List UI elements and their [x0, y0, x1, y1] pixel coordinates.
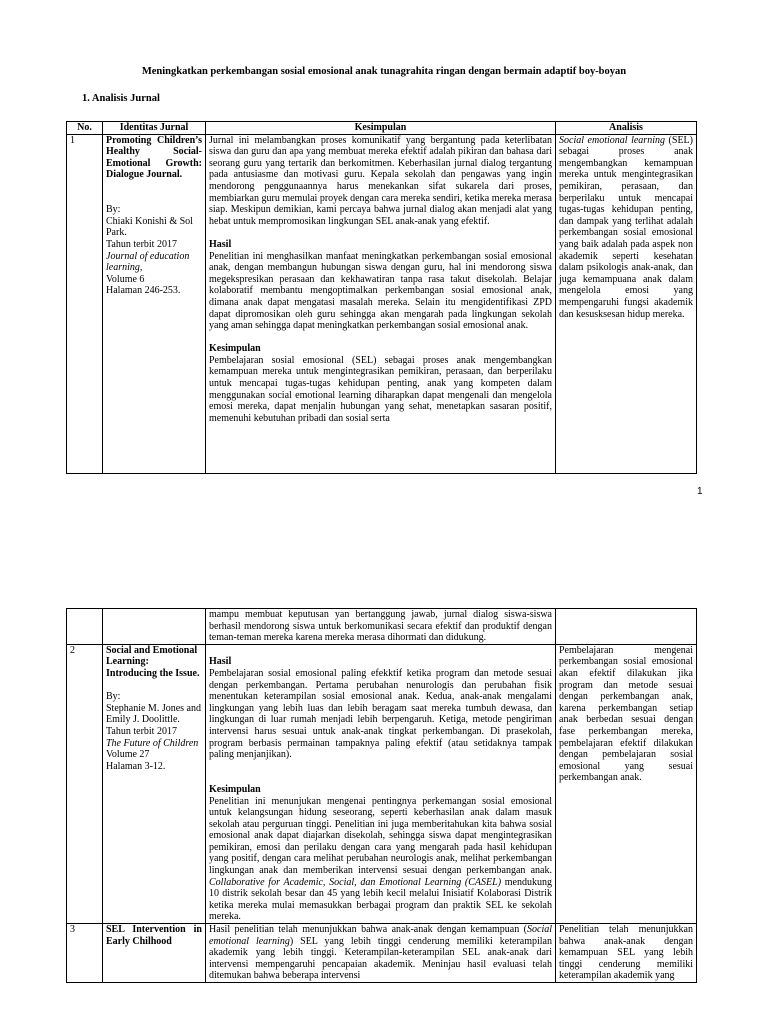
table-header-row	[67, 122, 697, 135]
header-no: No.	[67, 122, 103, 135]
page-number: 1	[697, 486, 703, 497]
journal-year: Tahun terbit 2017	[106, 238, 177, 250]
header-analysis: Analisis	[556, 122, 697, 135]
conclusion-text: Hasil penelitian telah menunjukkan bahwa anak-anak dengan kemampuan (Social emotional learning) SEL yang lebih tinggi cenderung memiliki keterampilan akademik yang lebih tinggi. Keterampilan-keterampilan SEL anak-anak dari intervensi mempengaruhi pencapaian akademik. Meninjau hasil evaluasi telah ditemukan bahwa beberapa intervensi	[209, 924, 552, 982]
continuation-text: mampu membuat keputusan yan bertanggung jawab, jurnal dialog siswa-siswa berhasil mendorong siswa untuk berkomunikasi secara efektif dan produktif dengan teman-teman mereka karena mereka merasa dihormati dan didukung.	[206, 609, 556, 645]
journal-identity	[103, 924, 206, 983]
analysis-cell	[556, 924, 697, 983]
journal-identity	[103, 644, 206, 923]
analysis-text: Social emotional learning (SEL) sebagai proses anak mengembangkan kemampuan mereka untuk mengintegrasikan pemikiran, perasaan, dan berperilaku untuk mencapai tugas-tugas kehidupan penting, dan dampak yang terlihat adalah perkembangan sosial emosional yang baik adalah pada aspek non akademik seperti kesehatan dalam psikologis anak-anak, dan juga kemampuana anak dalam mengelola emosi yang mempengaruhi fungsi akademik dan kesusksesan hidup mereka.	[559, 134, 693, 320]
journal-title: Social and Emotional Learning: Introducing the Issue.	[106, 644, 200, 679]
table-row	[67, 134, 697, 473]
kesimpulan-heading: Kesimpulan	[209, 343, 261, 355]
document-title: Meningkatkan perkembangan sosial emosional anak tunagrahita ringan dengan bermain adaptif boy-boyan	[141, 66, 627, 77]
analysis-cell	[556, 644, 697, 923]
kesimpulan-text: Pembelajaran sosial emosional (SEL) sebagai proses anak mengembangkan kemampuan mereka untuk mengintegrasikan pemikiran, perasaan, dan berperilaku untuk mencapai tugas-tugas kehidupan penting, anak yang kompeten dalam menggunakan social emotional learning diharapkan dapat mengenali dan mengelola emosi mereka, dapat menjalin hubungan yang sehat, menetapkan sasaran positif, memenuhi kebutuhan pribadi dan sosial serta	[209, 354, 552, 424]
journal-volume: Volume 27	[106, 749, 150, 761]
conclusion-cell	[206, 134, 556, 473]
journal-pages: Halaman 3-12.	[106, 760, 166, 772]
journal-table-page-1	[66, 121, 697, 474]
row-number: 2	[67, 644, 103, 923]
table-row	[67, 924, 697, 983]
kesimpulan-text: Penelitian ini menunjukan mengenai pentingnya perkemangan sosial emosional untuk kelangsungan hidung seseorang, seperti keberhasilan anak dalam masuk sekolah atau perguruan tinggi. Penelitian ini juga memberitahukan kita bahwa sosial emosional anak dapat diajarkan disekolah, sehingga siswa dapat mengintegrasikan pemikiran, emosi dan perilaku dengan cara yang mengarah pada hasil kehidupan yang positif, dengan cara melihat perubahan neurologis anak, melihat perkembangan lingkungan anak dan memberikan intervensi sesuai dengan perkembangan anak. Collaborative for Academic, Social, dan Emotional Learning (CASEL) mendukung 10 distrik sekolah besar dan 45 yang lebih kecil melalui Inisiatif Kolaborasi Distrik ketika mereka mulai memasukkan berbagai program dan praktik SEL ke sekolah mereka.	[209, 795, 552, 923]
journal-name: Journal of education learning,	[106, 250, 190, 274]
row-number: 1	[67, 134, 103, 473]
journal-authors: Stephanie M. Jones and Emily J. Doolittle.	[106, 702, 201, 726]
journal-by: By:	[106, 691, 121, 703]
conclusion-cell	[206, 924, 556, 983]
kesimpulan-heading: Kesimpulan	[209, 783, 261, 795]
journal-authors: Chiaki Konishi & Sol Park.	[106, 215, 193, 239]
header-conclusion: Kesimpulan	[206, 122, 556, 135]
journal-name: The Future of Children	[106, 737, 199, 749]
table-row	[67, 609, 697, 645]
journal-title: Promoting Children’s Healthy Social-Emotional Growth: Dialogue Journal.	[106, 134, 202, 181]
casel-italic: Collaborative for Academic, Social, dan Emotional Learning (CASEL)	[209, 876, 502, 888]
journal-year: Tahun terbit 2017	[106, 725, 177, 737]
analysis-text: Pembelajaran mengenai perkembangan sosial emosional akan efektif dilakukan jika program dan metode sesuai dengan perkembangan anak, karena perkembangan setiap anak berbedan sesuai dengan fase perkembangan mereka, pembelajaran efektif dilakukan dengan pembelajaran sosial emosional yang sesuai perkembangan anak.	[559, 644, 693, 784]
sel-italic: Social emotional learning	[209, 924, 552, 947]
journal-table-page-2	[66, 608, 697, 983]
header-identity: Identitas Jurnal	[103, 122, 206, 135]
section-heading: 1. Analisis Jurnal	[82, 93, 160, 104]
hasil-heading: Hasil	[209, 238, 232, 250]
conclusion-intro: Jurnal ini melambangkan proses komunikatif yang bergantung pada keterlibatan siswa dan guru dan apa yang membuat mereka efektif adalah pikiran dan bahasa dari seorang guru yang tertarik dan berkomitmen. Keberhasilan jurnal dialog tergantung pada antusiasme dan motivasi guru. Kepala sekolah dan pengawas yang ingin mendorong penggunaannya harus menekankan sifat sukarela dari proses, membiarkan guru memulai proyek dengan cara mereka sendiri, ketika mereka merasa siap. Meskipun demikian, kami percaya bahwa jurnal dialog akan menjadi alat yang hebat untuk mempromosikan lingkungan SEL anak-anak yang efektif.	[209, 134, 552, 227]
hasil-text: Pembelajaran sosial emosional paling efekktif ketika program dan metode sesuai dengan perkembangan. Pertama perubahan nenurologis dan perubahan fisik menentukan keterampilan sosial emosional anak. Kedua, anak-anak mengalami lingkungan yang lebih luas dan lebih beragam saat mereka tumbuh dewasa, dan lingkungan di luar rumah menjadi lebih berpengaruh. Ketiga, metode pengiriman intervensi harus sesuai untuk anak-anak tingkat perkembangan. Di prasekolah, program berbasis permainan tampaknya paling efektif (atau setidaknya tampak paling menjanjikan).	[209, 667, 552, 761]
analysis-italic-term: Social emotional learning	[559, 134, 665, 146]
journal-title: SEL Intervention in Early Chilhood	[106, 924, 202, 947]
analysis-cell	[556, 134, 697, 473]
journal-by: By:	[106, 204, 121, 216]
conclusion-cell	[206, 644, 556, 923]
journal-pages: Halaman 246-253.	[106, 285, 181, 297]
analysis-text: Penelitian telah menunjukkan bahwa anak-anak dengan kemampuan SEL yang lebih tinggi cenderung memiliki keterampilan akademik yang	[559, 924, 693, 982]
hasil-text: Penelitian ini menghasilkan manfaat meningkatkan perkembangan sosial emosional anak, dengan membangun hubungan siswa dengan guru, hal ini mendorong siswa megekspresikan perasaan dan kekhawatiran tanpa rasa takut disekolah. Belajar kolaboratif membantu mengoptimalkan perkembangan sosial emosional anak, dimana anak dapat mengatasi masalah mereka. Selain itu mengidentifikasi ZPD dapat dipromosikan oleh guru sehingga akan mengarah pada lingkungan sekolah yang aman sehingga dapat meningkatkan perkembangan sosial emosional anak.	[209, 250, 552, 332]
journal-identity	[103, 134, 206, 473]
row-number: 3	[67, 924, 103, 983]
journal-volume: Volume 6	[106, 273, 145, 285]
table-row	[67, 644, 697, 923]
hasil-heading: Hasil	[209, 656, 232, 668]
